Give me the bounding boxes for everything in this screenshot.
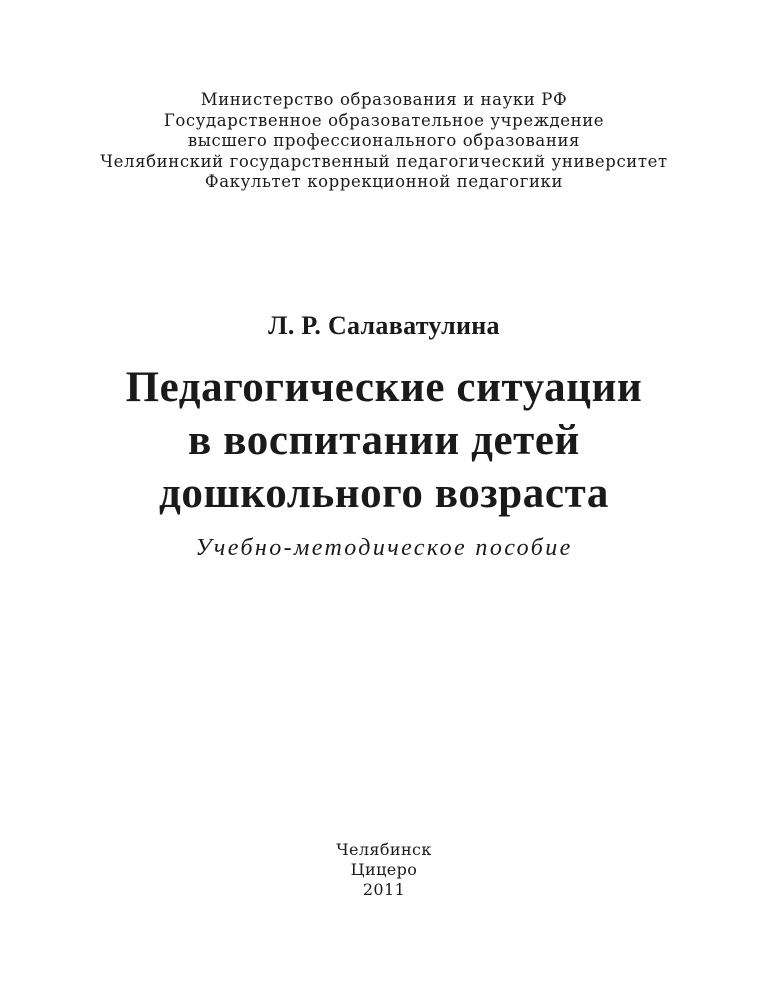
ministry-line: Министерство образования и науки РФ: [200, 90, 568, 109]
imprint-block: [0, 840, 768, 900]
author-name: Л. Р. Салаватулина: [268, 311, 500, 340]
education-level-line: высшего профессионального образования: [187, 131, 581, 150]
institution-block: [0, 90, 768, 193]
institution-type-line: Государственное образовательное учреждение: [163, 110, 605, 130]
university-line: Челябинский государственный педагогический университет: [100, 151, 668, 171]
faculty-line: Факультет коррекционной педагогики: [204, 172, 564, 191]
imprint-city: Челябинск: [336, 840, 432, 859]
imprint-year: 2011: [362, 880, 406, 899]
title-line-1: Педагогические ситуации: [125, 364, 643, 411]
title-line-2: в воспитании детей: [188, 417, 580, 464]
book-title: [0, 361, 768, 520]
imprint-publisher: Цицеро: [350, 860, 418, 879]
book-subtitle: Учебно-методическое пособие: [195, 535, 573, 561]
title-line-3: дошкольного возраста: [159, 470, 609, 517]
